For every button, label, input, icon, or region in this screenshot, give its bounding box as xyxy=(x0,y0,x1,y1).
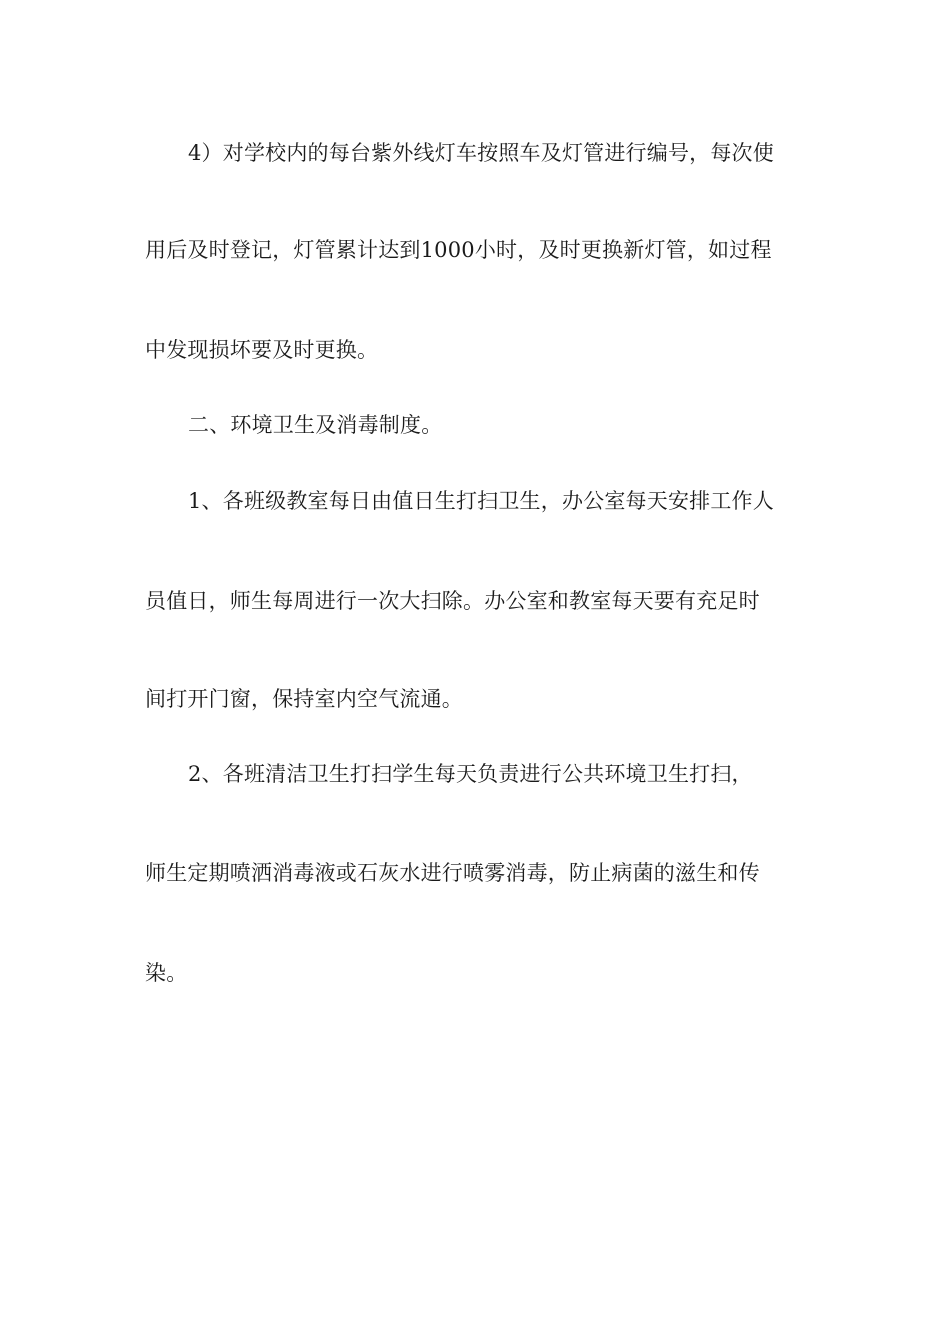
item-2-line-2: 师生定期喷洒消毒液或石灰水进行喷雾消毒，防止病菌的滋生和传 xyxy=(145,861,760,885)
item-1-line-1: 1、各班级教室每日由值日生打扫卫生，办公室每天安排工作人 xyxy=(188,489,774,513)
paragraph-4-line-1: 4）对学校内的每台紫外线灯车按照车及灯管进行编号，每次使 xyxy=(188,141,774,165)
paragraph-4-line-3: 中发现损坏要及时更换。 xyxy=(145,338,379,362)
item-1-line-2: 员值日，师生每周进行一次大扫除。办公室和教室每天要有充足时 xyxy=(145,589,760,613)
section-heading-2: 二、环境卫生及消毒制度。 xyxy=(188,413,443,437)
item-1-line-3: 间打开门窗，保持室内空气流通。 xyxy=(145,687,463,711)
paragraph-4-line-2: 用后及时登记，灯管累计达到1000小时，及时更换新灯管，如过程 xyxy=(145,238,772,262)
item-2-line-3: 染。 xyxy=(145,961,188,985)
item-2-line-1: 2、各班清洁卫生打扫学生每天负责进行公共环境卫生打扫， xyxy=(188,762,753,786)
